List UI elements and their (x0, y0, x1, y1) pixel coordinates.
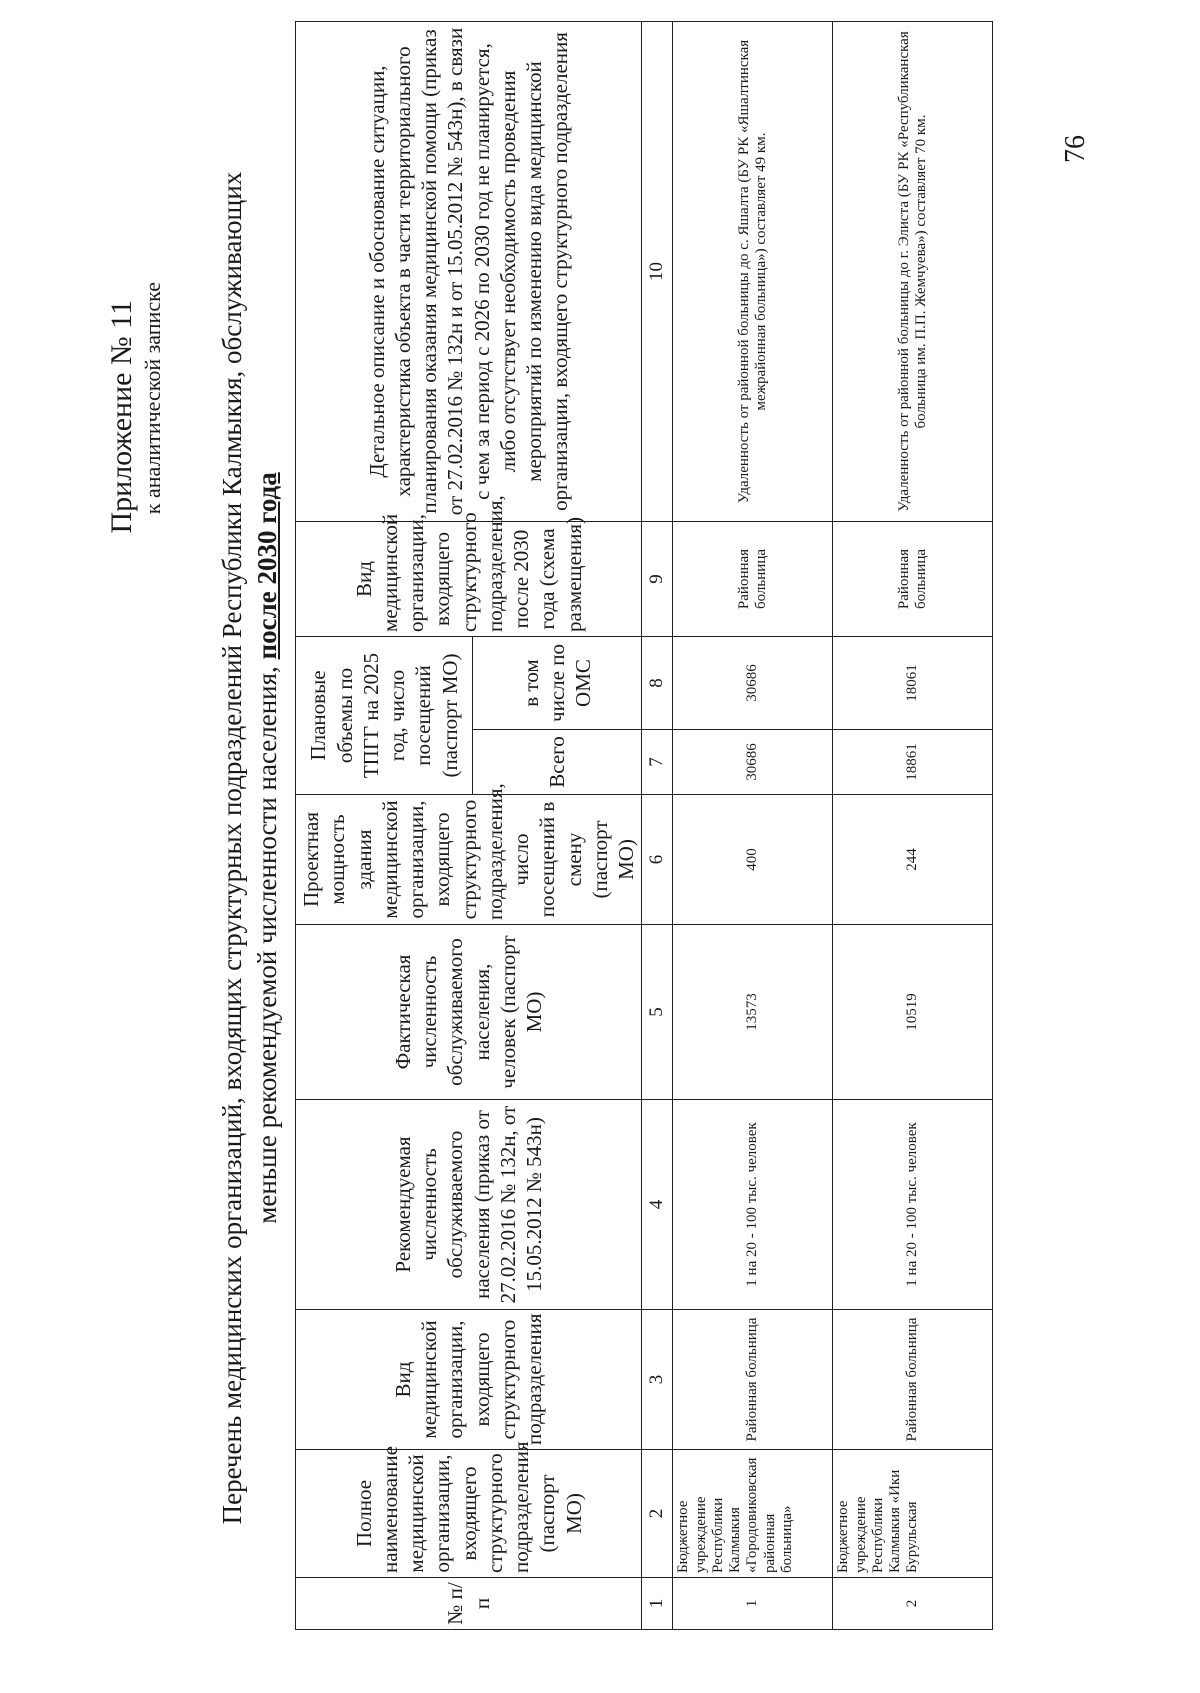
appendix-subtitle: к аналитической записке (140, 282, 165, 515)
org-type: Районная больница (673, 1310, 833, 1450)
header-description: Детальное описание и обоснование ситуации, характеристика объекта в части территориального планирования оказания медицинской помощи (приказ от 27.02.2016 № 132н и от 15.05.2012 № 543н), в связи с чем за период с 2026 по 2030 год не планируется, либо отсутствует необходимость проведения мероприятий по изменению вида медицинской организации, входящего структурного подразделения (296, 22, 642, 522)
title-line-2-text: меньше рекомендуемой численности населения, (252, 666, 283, 1224)
column-number: 8 (642, 637, 673, 730)
description: Удаленность от районной больницы до с. Яшалта (БУ РК «Яшалтинская межрайонная больница») составляет 49 км. (673, 22, 833, 522)
actual-population: 10519 (833, 925, 993, 1100)
design-capacity: 244 (833, 795, 993, 925)
header-planned-volumes: Плановые объемы по ТПГГ на 2025 год, число посещений (паспорт МО) (296, 637, 473, 795)
header-num: № п/п (296, 1578, 642, 1630)
row-num: 1 (673, 1578, 833, 1630)
header-design-capacity: Проектная мощность здания медицинской организации, входящего структурного подразделения, число посещений в смену (паспорт МО) (296, 795, 642, 925)
column-number: 4 (642, 1100, 673, 1310)
planned-oms: 18061 (833, 637, 993, 730)
column-number: 10 (642, 22, 673, 522)
planned-total: 30686 (673, 730, 833, 795)
page-number: 76 (1060, 135, 1091, 163)
org-type-after-2030: Районная больница (833, 522, 993, 637)
recommended-population: 1 на 20 - 100 тыс. человек (833, 1100, 993, 1310)
column-numbers-row (642, 22, 673, 1630)
column-number: 5 (642, 925, 673, 1100)
table-row (673, 22, 833, 1630)
organizations-table (295, 21, 993, 1630)
document-title (215, 123, 285, 1573)
header-org-type-after-2030: Вид медицинской организации, входящего структурного подразделения, после 2030 года (схема размещения) (296, 522, 642, 637)
org-type: Районная больница (833, 1310, 993, 1450)
column-number: 2 (642, 1450, 673, 1578)
header-actual-population: Фактическая численность обслуживаемого населения, человек (паспорт МО) (296, 925, 642, 1100)
recommended-population: 1 на 20 - 100 тыс. человек (673, 1100, 833, 1310)
column-number: 6 (642, 795, 673, 925)
column-number: 1 (642, 1578, 673, 1630)
header-oms: в том числе по ОМС (473, 637, 642, 730)
header-org-type: Вид медицинской организации, входящего структурного подразделения (296, 1310, 642, 1450)
org-name: Бюджетное учреждение Республики Калмыкия «Городовиковская районная больница» (673, 1450, 833, 1578)
planned-oms: 30686 (673, 637, 833, 730)
header-full-name: Полное наименование медицинской организации, входящего структурного подразделения (паспорт МО) (296, 1450, 642, 1578)
header-total: Всего (473, 730, 642, 795)
planned-total: 18861 (833, 730, 993, 795)
column-number: 7 (642, 730, 673, 795)
column-number: 3 (642, 1310, 673, 1450)
description: Удаленность от районной больницы до г. Элиста (БУ РК «Республиканская больница им. П.П. Жемчуева») составляет 70 км. (833, 22, 993, 522)
title-emphasis: после 2030 года (252, 472, 283, 660)
actual-population: 13573 (673, 925, 833, 1100)
org-type-after-2030: Районная больница (673, 522, 833, 637)
table-header-row (296, 22, 473, 1630)
title-line-2 (250, 123, 285, 1573)
row-num: 2 (833, 1578, 993, 1630)
appendix-label: Приложение № 11 (105, 300, 138, 534)
column-number: 9 (642, 522, 673, 637)
table-row (833, 22, 993, 1630)
design-capacity: 400 (673, 795, 833, 925)
org-name: Бюджетное учреждение Республики Калмыкия «Ики Бурульская (833, 1450, 993, 1578)
title-line-1: Перечень медицинских организаций, входящих структурных подразделений Республики Калмыкия, обслуживающих (217, 171, 247, 1525)
header-recommended-population: Рекомендуемая численность обслуживаемого населения (приказ от 27.02.2016 № 132н, от 15.05.2012 № 543н) (296, 1100, 642, 1310)
